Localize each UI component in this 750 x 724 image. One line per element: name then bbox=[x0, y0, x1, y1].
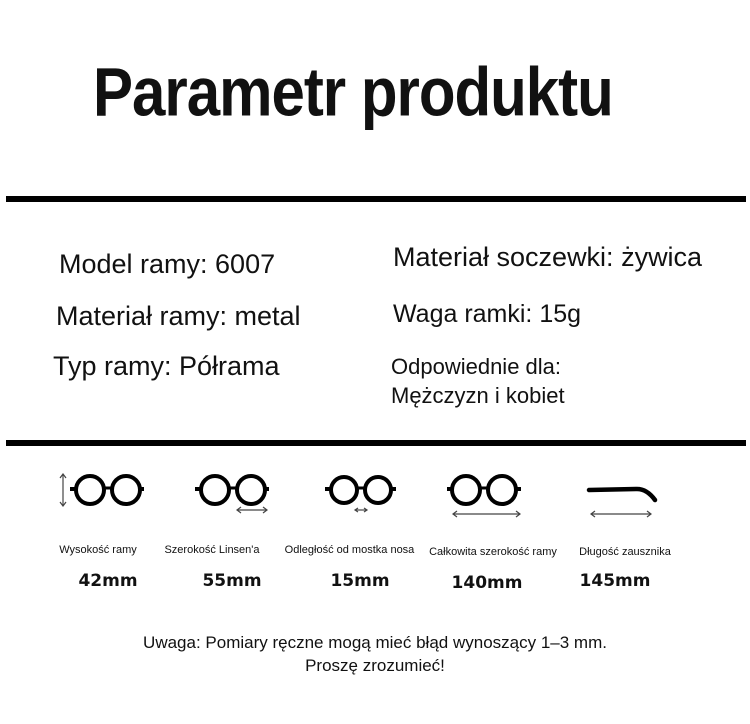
measurement-note: Uwaga: Pomiary ręczne mogą mieć błąd wynoszący 1–3 mm. bbox=[143, 633, 607, 652]
spec-frame-type: Typ ramy: Półrama bbox=[53, 351, 280, 381]
measure-label-total-width: Całkowita szerokość ramy bbox=[429, 546, 557, 558]
measure-value-temple-length: 145mm bbox=[579, 571, 651, 591]
measure-value-lens-width: 55mm bbox=[202, 571, 262, 591]
spec-frame-material: Materiał ramy: metal bbox=[56, 301, 301, 331]
measure-value-frame-height: 42mm bbox=[78, 571, 138, 591]
temple-length-icon bbox=[585, 476, 660, 520]
measurement-note-plea: Proszę zrozumieć! bbox=[305, 656, 445, 675]
lens-width-icon bbox=[193, 468, 278, 516]
spec-suitable-value: Mężczyzn i kobiet bbox=[391, 383, 565, 408]
measure-label-lens-width: Szerokość Linsen'a bbox=[164, 544, 260, 556]
total-width-icon bbox=[445, 468, 530, 520]
spec-frame-model: Model ramy: 6007 bbox=[59, 249, 276, 279]
spec-suitable-label: Odpowiednie dla: bbox=[391, 354, 562, 379]
spec-weight: Waga ramki: 15g bbox=[393, 300, 582, 328]
measure-label-bridge-width: Odległość od mostka nosa bbox=[284, 544, 415, 556]
middle-divider bbox=[6, 440, 746, 446]
spec-lens-material: Materiał soczewki: żywica bbox=[393, 242, 703, 272]
top-divider bbox=[6, 196, 746, 202]
frame-height-icon bbox=[55, 468, 150, 512]
page-title: Parametr produktu bbox=[93, 53, 613, 131]
measure-value-total-width: 140mm bbox=[451, 573, 523, 593]
measure-label-temple-length: Długość zausznika bbox=[579, 546, 671, 558]
measure-label-frame-height: Wysokość ramy bbox=[59, 544, 137, 556]
bridge-width-icon bbox=[322, 468, 402, 516]
measure-value-bridge-width: 15mm bbox=[330, 571, 390, 591]
